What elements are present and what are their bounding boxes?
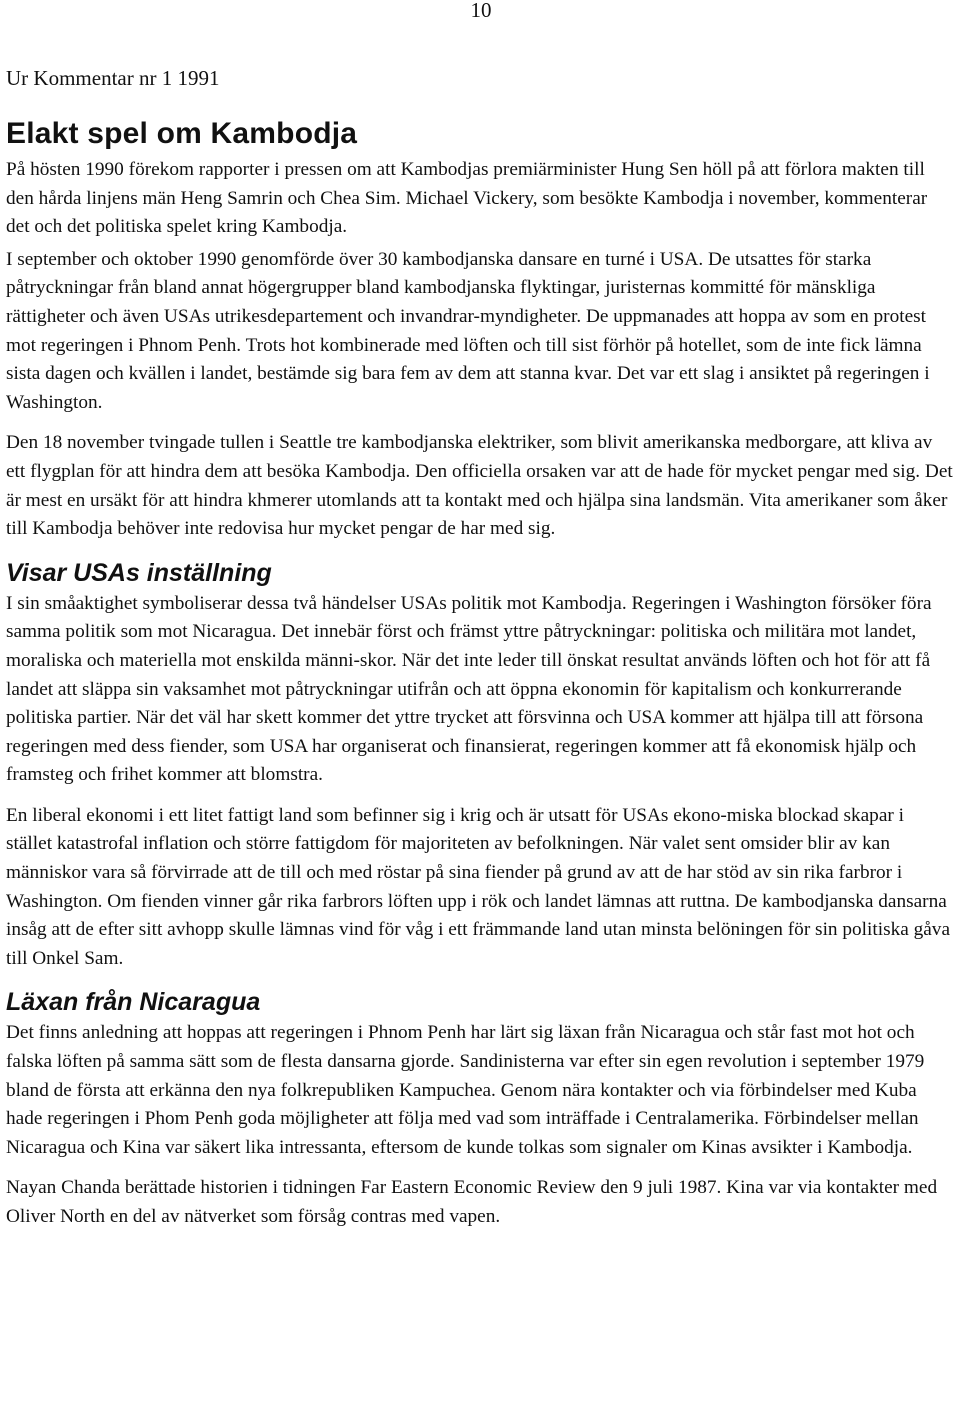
section-heading-nicaragua: Läxan från Nicaragua <box>6 988 261 1017</box>
page-number: 10 <box>470 0 492 22</box>
paragraph-seattle: Den 18 november tvingade tullen i Seattle tre kambodjanska elektriker, som blivit amerikanska medborgare, att kliva av ett flygplan för att hindra dem att besöka Kambodja. Den officiella orsaken var att de hade för mycket pengar med sig. Det är mest en ursäkt för att hindra khmerer utomlands att ta kontakt med och hjälpa sina landsmän. Vita amerikaner som åker till Kambodja behöver inte redovisa hur mycket pengar de har med sig. <box>6 432 953 540</box>
paragraph-usa-policy: I sin småaktighet symboliserar dessa två händelser USAs politik mot Kambodja. Regeringen i Washington försöker föra samma politik som mot Nicaragua. Det innebär först och främst yttre påtryckningar: politiska och militära mot landet, moraliska och materiella mot enskilda männi-skor. När det inte leder till önskat resultat används löften och hot för att få landet att släppa sin vaksamhet mot påtryckningar utifrån och att öppna ekonomin för kapitalism och konkurrerande politiska partier. När det väl har skett kommer det yttre trycket att försvinna och USA kommer att hjälpa till att försona regeringen med dess fiender, som USA har organiserat och finansierat, regeringen kommer att få ekonomisk hjälp och framsteg och frihet kommer att blomstra. <box>6 592 932 786</box>
paragraph-chanda: Nayan Chanda berättade historien i tidningen Far Eastern Economic Review den 9 juli 1987. Kina var via kontakter med Oliver North en del av nätverket som försåg contras med vapen. <box>6 1177 938 1227</box>
paragraph-liberal-economy: En liberal ekonomi i ett litet fattigt land som befinner sig i krig och är utsatt för USAs ekono-miska blockad skapar i stället katastrofal inflation och större fattigdom för majoriteten av befolkningen. När valet sent omsider blir av kan människor vara så förvirrade att de till och med röstar på sina fiender på grund av att de har stöd av sin rika farbror i Washington. Om fienden vinner går rika farbrors löften upp i rök och landet lämnas att ruttna. De kambodjanska dansarna insåg att de efter sitt avhopp skulle lämnas vind för våg i ett främmande land utan minsta belöningen för sin politiska gåva till Onkel Sam. <box>6 804 951 969</box>
article-title: Elakt spel om Kambodja <box>6 117 358 150</box>
section-heading-usa: Visar USAs inställning <box>6 558 272 587</box>
source-line: Ur Kommentar nr 1 1991 <box>6 66 220 90</box>
article-body <box>6 114 954 1244</box>
article-intro: På hösten 1990 förekom rapporter i pressen om att Kambodjas premiärminister Hung Sen höll på att förlora makten till den hårda linjens män Heng Samrin och Chea Sim. Michael Vickery, som besökte Kambodja i november, kommenterar det och det politiska spelet kring Kambodja. <box>6 159 928 238</box>
paragraph-nicaragua-lesson: Det finns anledning att hoppas att regeringen i Phnom Penh har lärt sig läxan från Nicaragua och står fast mot hot och falska löften på samma sätt som de flesta dansarna gjorde. Sandinisterna var efter sin egen revolution i september 1979 bland de första att erkänna den nya folkrepubliken Kampuchea. Genom nära kontakter och via förbindelser med Kuba hade regeringen i Phom Penh goda möjligheter att följa med vad som inträffade i Centralamerika. Förbindelser mellan Nicaragua och Kina var säkert lika intressanta, eftersom de kunde tolkas som signaler om Kinas avsikter i Kambodja. <box>6 1022 925 1158</box>
paragraph-dancers: I september och oktober 1990 genomförde över 30 kambodjanska dansare en turné i USA. De utsattes för starka påtryckningar från bland annat högergrupper bland kambodjanska flyktingar, juristernas kommitté för mänskliga rättigheter och även USAs utrikesdepartement och invandrar-myndigheter. De uppmanades att hoppa av som en protest mot regeringen i Phnom Penh. Trots hot kombinerade med löften och till sist förhör på hotellet, som de inte fick lämna sista dagen och kvällen i landet, bestämde sig bara fem av dem att stanna kvar. Det var ett slag i ansiktet på regeringen i Washington. <box>6 248 930 413</box>
